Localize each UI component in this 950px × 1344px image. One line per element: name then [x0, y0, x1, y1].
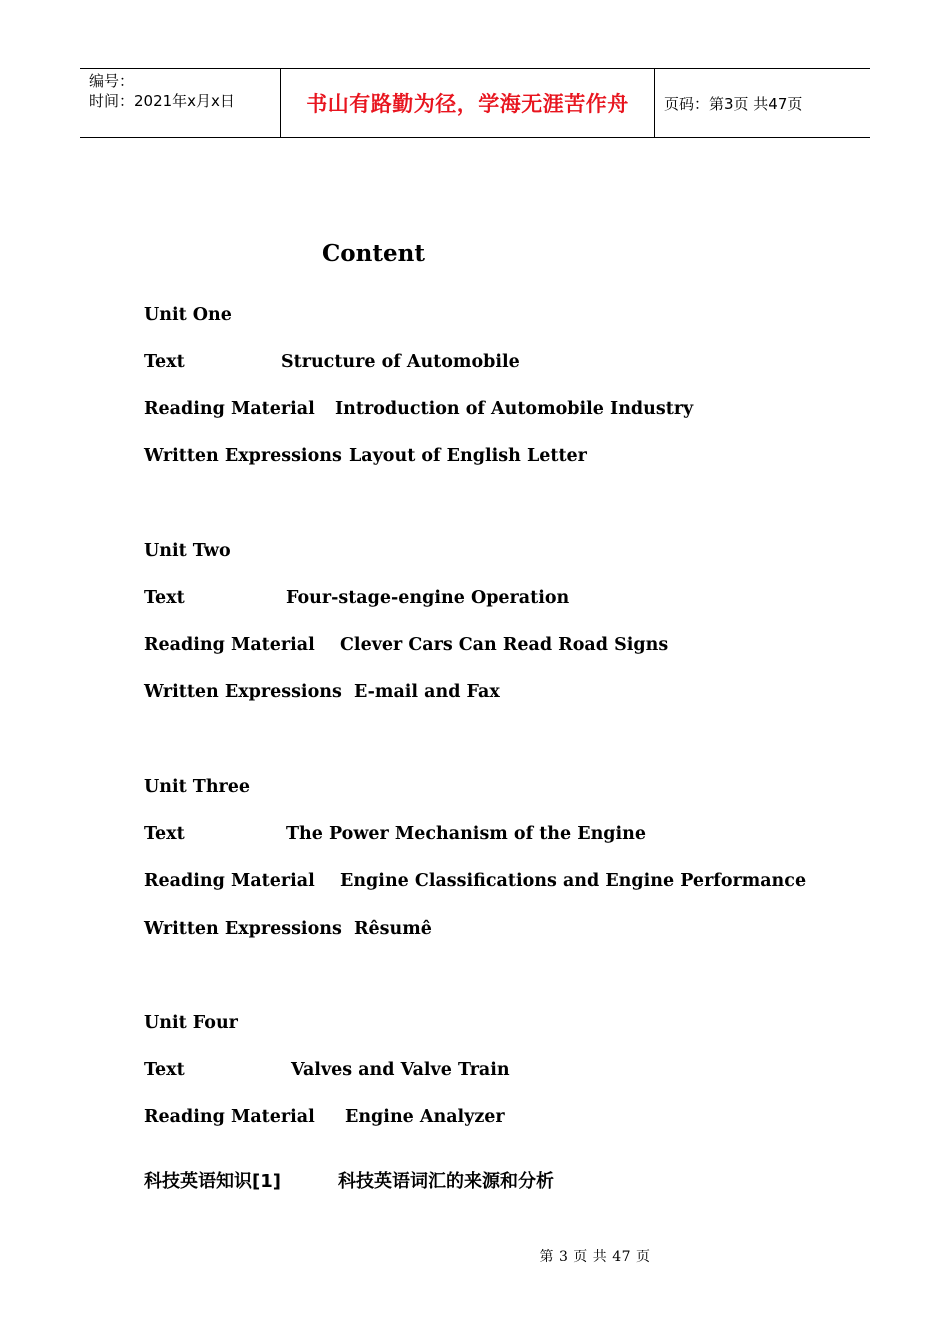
- footer-page-number: 第 3 页 共 47 页: [539, 1249, 651, 1265]
- toc-value: Four-stage-engine Operation: [286, 588, 570, 608]
- toc-value: Introduction of Automobile Industry: [335, 399, 694, 419]
- header-number-label: 编号：: [89, 72, 135, 90]
- toc-row: [144, 446, 587, 466]
- toc-row: [144, 871, 807, 891]
- toc-label: Text: [144, 352, 185, 372]
- knowledge-value: 科技英语词汇的来源和分析: [338, 1171, 554, 1192]
- toc-label: Written Expressions: [144, 682, 342, 702]
- toc-row: [144, 919, 432, 939]
- toc-value: Rêsumê: [354, 919, 432, 939]
- knowledge-label: 科技英语知识[1]: [144, 1171, 281, 1192]
- toc-value: Engine Classifications and Engine Performance: [340, 871, 807, 891]
- toc-label: Written Expressions: [144, 446, 342, 466]
- unit-heading: Unit Four: [144, 1013, 238, 1033]
- toc-label: Reading Material: [144, 1107, 315, 1127]
- unit-heading: Unit Two: [144, 541, 231, 561]
- header-meta: [80, 69, 281, 137]
- toc-row: [144, 352, 520, 372]
- page-header: [80, 68, 870, 138]
- toc-row: [144, 1060, 510, 1080]
- toc-row: [144, 824, 647, 844]
- page-title: Content: [322, 240, 425, 267]
- toc-row: [144, 682, 500, 702]
- header-motto: 书山有路勤为径，学海无涯苦作舟: [281, 69, 655, 137]
- header-time-label: 时间：2021年x月x日: [89, 92, 235, 110]
- toc-label: Text: [144, 824, 185, 844]
- toc-row: [144, 1107, 505, 1127]
- toc-label: Written Expressions: [144, 919, 342, 939]
- toc-label: Text: [144, 588, 185, 608]
- toc-value: The Power Mechanism of the Engine: [286, 824, 647, 844]
- toc-value: Structure of Automobile: [281, 352, 520, 372]
- toc-label: Reading Material: [144, 399, 315, 419]
- toc-label: Reading Material: [144, 635, 315, 655]
- toc-label: Reading Material: [144, 871, 315, 891]
- toc-value: Valves and Valve Train: [291, 1060, 510, 1080]
- toc-value: Layout of English Letter: [349, 446, 587, 466]
- toc-row: [144, 399, 694, 419]
- unit-heading: Unit Three: [144, 777, 251, 797]
- header-page-info: 页码：第3页 共47页: [664, 94, 803, 113]
- unit-heading: Unit One: [144, 305, 232, 325]
- toc-row: [144, 635, 669, 655]
- knowledge-row: [144, 1167, 554, 1193]
- toc-value: Clever Cars Can Read Road Signs: [340, 635, 669, 655]
- toc-value: E-mail and Fax: [354, 682, 500, 702]
- page-footer: [0, 1246, 950, 1266]
- toc-row: [144, 588, 570, 608]
- toc-label: Text: [144, 1060, 185, 1080]
- toc-value: Engine Analyzer: [345, 1107, 505, 1127]
